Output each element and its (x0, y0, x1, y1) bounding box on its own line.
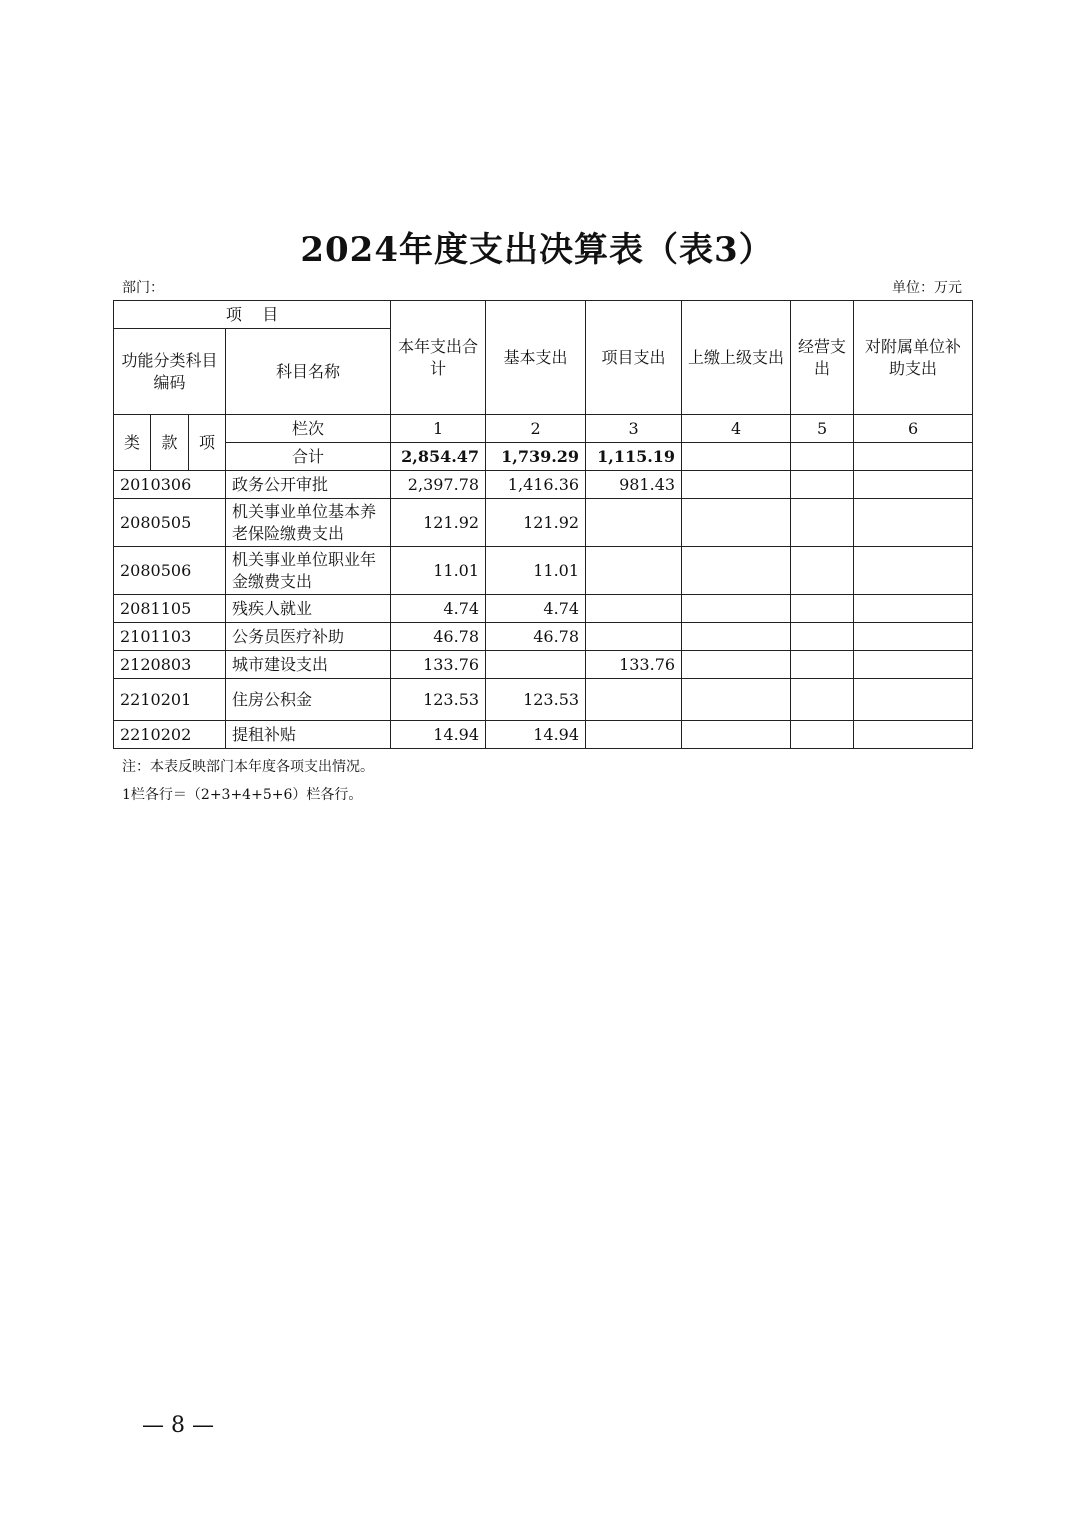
table-row (114, 651, 973, 679)
row-name: 住房公积金 (226, 679, 391, 721)
row-total: 121.92 (391, 499, 486, 547)
sum-operating (791, 443, 854, 471)
row-code: 2210202 (114, 721, 226, 749)
row-name: 公务员医疗补助 (226, 623, 391, 651)
sum-total: 2,854.47 (391, 443, 486, 471)
header-subsidy: 对附属单位补助支出 (854, 301, 973, 415)
row-code: 2101103 (114, 623, 226, 651)
row-total: 2,397.78 (391, 471, 486, 499)
header-subject-name: 科目名称 (226, 329, 391, 415)
row-project: 981.43 (586, 471, 682, 499)
department-label: 部门： (122, 280, 164, 296)
row-project (586, 499, 682, 547)
header-xiang: 项 (189, 415, 226, 471)
table-note: 注：本表反映部门本年度各项支出情况。 (122, 759, 374, 775)
table-row (114, 623, 973, 651)
row-name: 城市建设支出 (226, 651, 391, 679)
table-row (114, 547, 973, 595)
row-project (586, 679, 682, 721)
header-total: 本年支出合计 (391, 301, 486, 415)
header-operating: 经营支出 (791, 301, 854, 415)
table-row (114, 679, 973, 721)
row-project (586, 595, 682, 623)
sum-project: 1,115.19 (586, 443, 682, 471)
row-code: 2210201 (114, 679, 226, 721)
row-basic: 14.94 (486, 721, 586, 749)
table-row (114, 595, 973, 623)
table-row (114, 471, 973, 499)
header-project: 项目支出 (586, 301, 682, 415)
row-total: 133.76 (391, 651, 486, 679)
col-index: 6 (854, 415, 973, 443)
row-code: 2120803 (114, 651, 226, 679)
row-basic: 123.53 (486, 679, 586, 721)
header-basic: 基本支出 (486, 301, 586, 415)
table-row (114, 499, 973, 547)
header-lei: 类 (114, 415, 151, 471)
row-basic (486, 651, 586, 679)
col-index-label: 栏次 (226, 415, 391, 443)
sum-upper (682, 443, 791, 471)
row-project (586, 623, 682, 651)
page-title: 2024年度支出决算表（表3） (300, 230, 774, 270)
table-row (114, 721, 973, 749)
row-basic: 4.74 (486, 595, 586, 623)
sum-subsidy (854, 443, 973, 471)
expenditure-table (113, 300, 973, 749)
row-project (586, 721, 682, 749)
row-basic: 1,416.36 (486, 471, 586, 499)
row-basic: 121.92 (486, 499, 586, 547)
row-name: 提租补贴 (226, 721, 391, 749)
col-index: 3 (586, 415, 682, 443)
row-total: 46.78 (391, 623, 486, 651)
sum-label: 合计 (226, 443, 391, 471)
row-code: 2081105 (114, 595, 226, 623)
header-upper: 上缴上级支出 (682, 301, 791, 415)
row-total: 4.74 (391, 595, 486, 623)
header-code-group: 功能分类科目编码 (114, 329, 226, 415)
col-index: 5 (791, 415, 854, 443)
row-basic: 46.78 (486, 623, 586, 651)
table-note-formula: 1栏各行＝（2+3+4+5+6）栏各行。 (122, 787, 363, 803)
row-name: 政务公开审批 (226, 471, 391, 499)
row-code: 2080506 (114, 547, 226, 595)
page-number: — 8 — (142, 1413, 214, 1438)
row-name: 残疾人就业 (226, 595, 391, 623)
row-total: 14.94 (391, 721, 486, 749)
header-kuan: 款 (151, 415, 189, 471)
row-name: 机关事业单位职业年金缴费支出 (226, 547, 391, 595)
sum-basic: 1,739.29 (486, 443, 586, 471)
col-index: 1 (391, 415, 486, 443)
header-item: 项 目 (114, 301, 391, 329)
row-total: 11.01 (391, 547, 486, 595)
row-name: 机关事业单位基本养老保险缴费支出 (226, 499, 391, 547)
row-project: 133.76 (586, 651, 682, 679)
row-code: 2080505 (114, 499, 226, 547)
row-project (586, 547, 682, 595)
col-index: 2 (486, 415, 586, 443)
col-index: 4 (682, 415, 791, 443)
row-total: 123.53 (391, 679, 486, 721)
row-code: 2010306 (114, 471, 226, 499)
row-basic: 11.01 (486, 547, 586, 595)
unit-label: 单位：万元 (892, 280, 962, 296)
